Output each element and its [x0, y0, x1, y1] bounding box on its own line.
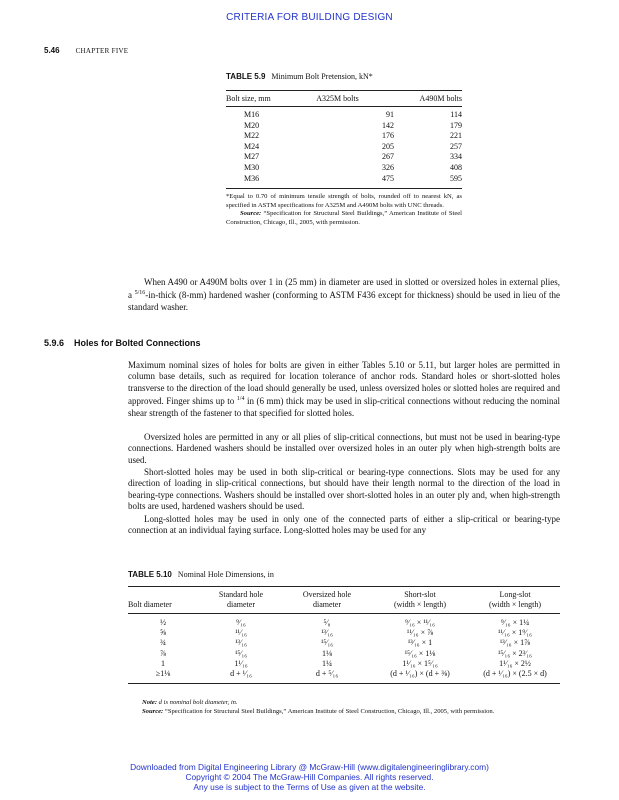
table-cell: 1¹⁄₁₆ × 1⁵⁄₁₆: [402, 658, 438, 668]
table-cell: 1⅛: [322, 648, 332, 658]
table-row: [226, 174, 462, 185]
table-source: [226, 210, 462, 227]
table-cell: 595: [450, 173, 462, 183]
text-run: Maximum nominal sizes of holes for bolts are given in either Tables 5.10 or 5.11, but larger holes are permitted in column base details, such as required for location tolerance of anchor rods. Standard holes or short-slotted holes transverse to the direction of the load should generally be used, unless oversized holes or slotted holes are required and approved. Finger shims up to: [128, 360, 560, 407]
column-header: Bolt diameter: [128, 600, 172, 609]
column-header: Bolt size, mm: [226, 94, 271, 103]
fraction: 1/4: [236, 396, 245, 403]
table-title: Nominal Hole Dimensions, in: [177, 570, 274, 579]
table-row: [128, 649, 560, 659]
table-cell: 257: [450, 141, 462, 151]
table-5-10-header: [128, 587, 560, 613]
download-footer: [0, 762, 619, 792]
table-row: [128, 669, 560, 679]
section-title: Holes for Bolted Connections: [74, 338, 201, 348]
table-cell: ¹³⁄₁₆: [321, 628, 333, 638]
table-cell: d + ⁵⁄₁₆: [315, 669, 339, 679]
table-row: [226, 121, 462, 132]
table-cell: M16: [244, 110, 260, 119]
table-cell: 114: [450, 110, 462, 119]
table-5-10-notes: [128, 699, 560, 716]
table-cell: (d + ¹⁄₁₆) × (2.5 × d): [483, 669, 547, 679]
column-header: A325M bolts: [316, 94, 359, 103]
table-cell: 1¹⁄₁₆ × 2½: [499, 658, 531, 668]
source-label: Source:: [142, 707, 164, 715]
table-5-9-grid: [226, 91, 462, 106]
table-rule: [128, 613, 560, 614]
table-cell: M36: [244, 173, 260, 183]
table-cell: ⁹⁄₁₆: [236, 618, 246, 627]
table-cell: ¹⁵⁄₁₆ × 2³⁄₁₆: [498, 648, 532, 658]
section-heading: [44, 338, 201, 348]
table-row: [128, 638, 560, 648]
table-rule: [226, 188, 462, 189]
table-cell: 1¹⁄₁₆: [234, 658, 248, 668]
table-cell: 176: [382, 131, 394, 141]
table-row: [226, 142, 462, 153]
table-5-9-body: [226, 110, 462, 184]
table-cell: ⁹⁄₁₆ × 1¼: [500, 618, 530, 627]
page-number: 5.46: [44, 46, 60, 55]
footer-line: Any use is subject to the Terms of Use as given at the website.: [193, 782, 426, 792]
table-cell: ¹⁵⁄₁₆ × 1⅛: [404, 648, 436, 658]
table-cell: d + ¹⁄₁₆: [230, 669, 252, 679]
table-cell: ½: [160, 618, 166, 627]
section-number: 5.9.6: [44, 338, 65, 348]
table-row: [128, 659, 560, 669]
table-cell: ⅞: [160, 648, 166, 658]
page-header: [44, 46, 128, 55]
note-text: d is nominal bolt diameter, in.: [158, 699, 238, 706]
table-5-10-body: [128, 618, 560, 679]
running-header: CRITERIA FOR BUILDING DESIGN: [226, 12, 393, 23]
table-row: [128, 618, 560, 628]
text-run: When A490 or A490M bolts over 1 in (25 mm) in diameter are used in slotted or oversized holes in external plies, a: [128, 277, 560, 301]
table-cell: ¹¹⁄₁₆ × 1⁹⁄₁₆: [498, 628, 532, 638]
table-cell: ¾: [160, 638, 166, 648]
table-source: [128, 708, 560, 717]
table-cell: 334: [450, 152, 462, 162]
column-header: Long-slot (width × length): [488, 590, 542, 609]
table-cell: (d + ¹⁄₁₆) × (d + ⅜): [390, 669, 450, 679]
chapter-label: CHAPTER FIVE: [75, 47, 129, 55]
table-cell: M27: [244, 152, 260, 162]
source-text: “Specification for Structural Steel Buildings,” American Institute of Steel Construction, Chicago, Ill., 2005, with permission.: [226, 210, 462, 226]
table-cell: M22: [244, 131, 260, 141]
table-cell: M20: [244, 120, 260, 130]
table-label: TABLE 5.9: [226, 72, 266, 81]
table-cell: 142: [382, 120, 394, 130]
column-header: Oversized hole diameter: [302, 590, 352, 609]
table-header-row: [226, 91, 462, 106]
table-cell: 1: [161, 658, 165, 668]
table-cell: M30: [244, 162, 260, 172]
column-header: Standard hole diameter: [218, 590, 264, 609]
paragraph-long-slotted: Long-slotted holes may be used in only one of the connected parts of either a slip-critical or bearing-type connection at an individual faying surface. Long-slotted holes may be used for any: [128, 514, 560, 536]
table-row: [128, 628, 560, 638]
table-note: [128, 699, 560, 708]
table-cell: ¹¹⁄₁₆ × ⅞: [406, 628, 434, 638]
table-cell: ⅝: [160, 628, 166, 638]
table-cell: ⁹⁄₁₆ × ¹¹⁄₁₆: [405, 618, 435, 627]
table-cell: 475: [382, 173, 394, 183]
note-label: Note:: [142, 699, 158, 706]
column-header: A490M bolts: [419, 94, 462, 103]
table-cell: ¹¹⁄₁₆: [235, 628, 247, 638]
table-cell: ⁵⁄₈: [323, 618, 331, 627]
footer-line: Copyright © 2004 The McGraw-Hill Companies. All rights reserved.: [185, 772, 434, 782]
table-cell: ≥1⅛: [155, 669, 171, 679]
table-cell: 408: [450, 162, 462, 172]
paragraph-hole-sizes: [128, 360, 560, 419]
footer-line[interactable]: Downloaded from Digital Engineering Library @ McGraw-Hill (www.digitalengineeringlibrary.com): [130, 762, 489, 772]
table-rule: [128, 683, 560, 684]
table-label: TABLE 5.10: [128, 570, 172, 579]
table-cell: M24: [244, 141, 260, 151]
table-5-9-caption: [226, 72, 462, 81]
table-cell: 267: [382, 152, 394, 162]
text-run: -in-thick (8-mm) hardened washer (conforming to ASTM F436 except for thickness) should be used in lieu of the standard washer.: [128, 290, 561, 312]
table-footnote: *Equal to 0.70 of minimum tensile strength of bolts, rounded off to nearest kN, as specified in ASTM specifications for A325M and A490M bolts with UNC threads.: [226, 193, 462, 209]
table-5-9: [226, 72, 462, 228]
source-text: “Specification for Structural Steel Buildings,” American Institute of Steel Construction, Chicago, Ill., 2005, with permission.: [164, 707, 495, 715]
table-cell: 91: [386, 110, 394, 119]
table-cell: 326: [382, 162, 394, 172]
table-cell: 205: [382, 141, 394, 151]
table-row: [226, 131, 462, 142]
column-header: Short-slot (width × length): [393, 590, 447, 609]
table-cell: ¹³⁄₁₆ × 1⅞: [499, 638, 531, 648]
table-row: [226, 152, 462, 163]
table-cell: 1¼: [322, 658, 332, 668]
paragraph-short-slotted: Short-slotted holes may be used in both slip-critical or bearing-type connections. Slots may be used for any direction of loading in slip-critical connections, but should have their length normal to the direction of the load in bearing-type connections. Washers should be installed over short-slotted holes in an outer ply and, when high-strength bolts are used, hardened washers should be used.: [128, 467, 560, 512]
paragraph-washer: [128, 277, 560, 313]
table-cell: 179: [450, 120, 462, 130]
text-run: in (6 mm) thick may be used in slip-critical connections without reducing the nominal shear strength of the fastener to that specified for slotted holes.: [128, 396, 560, 418]
table-rule: [226, 106, 462, 107]
table-row: [226, 163, 462, 174]
table-cell: ¹³⁄₁₆ × 1: [407, 638, 433, 648]
table-5-10: [128, 586, 560, 684]
table-cell: ¹³⁄₁₆: [235, 638, 247, 648]
table-row: [226, 110, 462, 121]
table-header-row: [128, 587, 560, 613]
table-cell: ¹⁵⁄₁₆: [234, 648, 248, 658]
source-label: Source:: [240, 210, 262, 218]
table-5-10-caption: [128, 570, 274, 579]
table-cell: 221: [450, 131, 462, 141]
paragraph-oversized: Oversized holes are permitted in any or all plies of slip-critical connections, but must not be used in bearing-type connections. Hardened washers should be installed over oversized holes in an outer ply when high-strength bolts are used.: [128, 432, 560, 465]
table-title: Minimum Bolt Pretension, kN*: [271, 72, 373, 81]
table-cell: ¹⁵⁄₁₆: [320, 638, 334, 648]
fraction: 5/16: [134, 290, 146, 297]
